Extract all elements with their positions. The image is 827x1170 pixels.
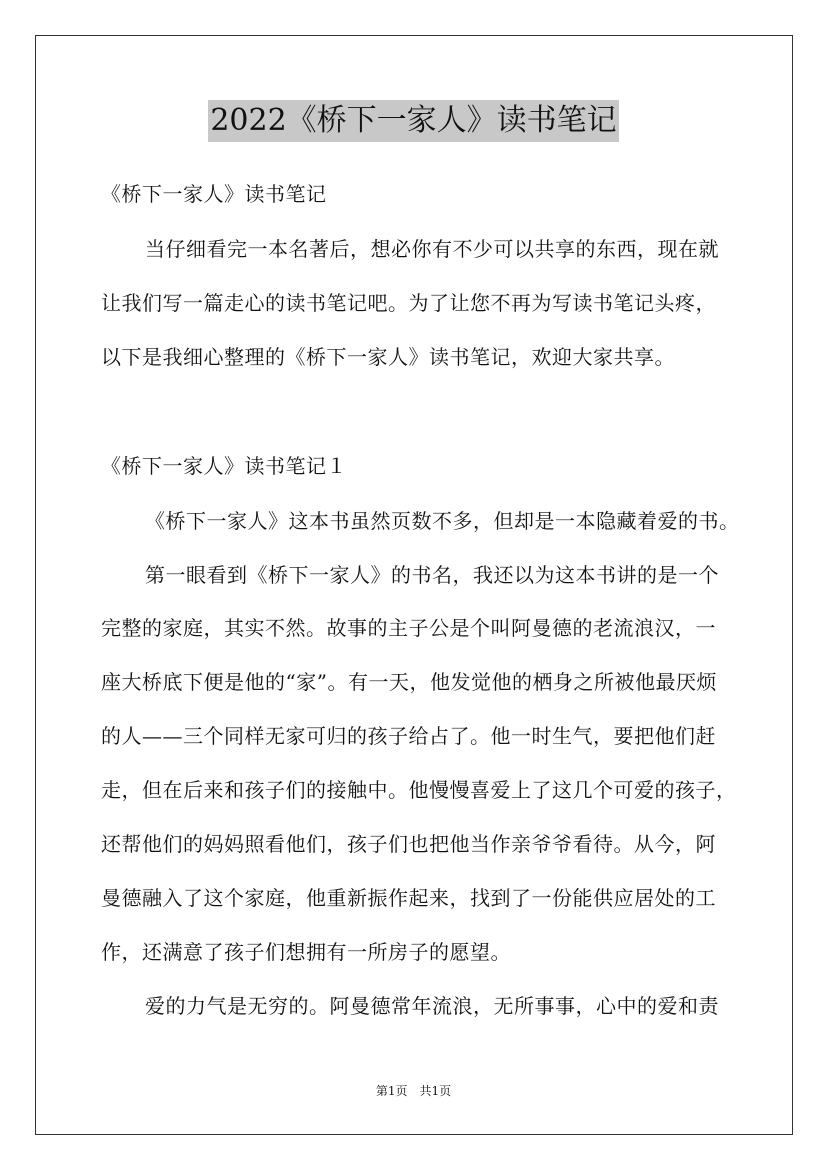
paragraph-line: 的人——三个同样无家可归的孩子给占了。他一时生气，要把他们赶 <box>101 724 716 748</box>
paragraph-line: 第一眼看到《桥下一家人》的书名，我还以为这本书讲的是一个 <box>145 563 719 587</box>
section-heading: 《桥下一家人》读书笔记１ <box>101 454 347 478</box>
paragraph-line: 还帮他们的妈妈照看他们，孩子们也把他当作亲爷爷看待。从今，阿 <box>101 832 716 856</box>
subtitle: 《桥下一家人》读书笔记 <box>101 182 327 206</box>
document-title: 2022《桥下一家人》读书笔记 <box>208 100 618 142</box>
paragraph-line: 走，但在后来和孩子们的接触中。他慢慢喜爱上了这几个可爱的孩子， <box>101 778 737 802</box>
page-footer: 第1页 共1页 <box>375 1084 452 1098</box>
document-title-wrapper <box>0 100 827 142</box>
intro-line-1: 当仔细看完一本名著后，想必你有不少可以共享的东西，现在就 <box>145 237 719 261</box>
intro-line-2: 让我们写一篇走心的读书笔记吧。为了让您不再为写读书笔记头疼， <box>101 291 716 315</box>
intro-line-3: 以下是我细心整理的《桥下一家人》读书笔记，欢迎大家共享。 <box>101 345 675 369</box>
paragraph-line: 爱的力气是无穷的。阿曼德常年流浪，无所事事，心中的爱和责 <box>145 994 719 1018</box>
paragraph-line: 作，还满意了孩子们想拥有一所房子的愿望。 <box>101 940 511 964</box>
paragraph-line: 座大桥底下便是他的“家”。有一天，他发觉他的栖身之所被他最厌烦 <box>101 670 717 694</box>
paragraph-line: 完整的家庭，其实不然。故事的主子公是个叫阿曼德的老流浪汉，一 <box>101 616 716 640</box>
paragraph-line: 《桥下一家人》这本书虽然页数不多，但却是一本隐藏着爱的书。 <box>145 509 740 533</box>
paragraph-line: 曼德融入了这个家庭，他重新振作起来，找到了一份能供应居处的工 <box>101 886 716 910</box>
